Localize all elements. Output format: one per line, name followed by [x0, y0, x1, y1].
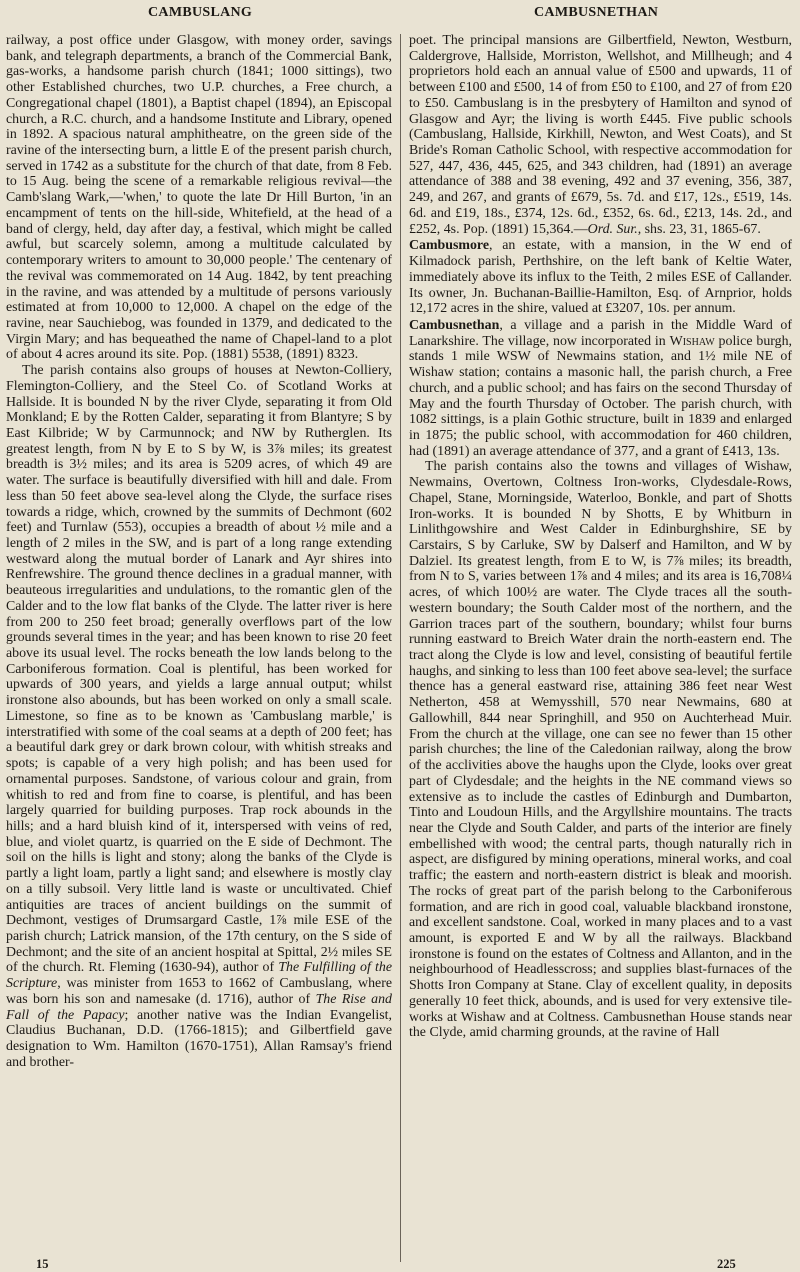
wishaw-smallcaps: Wishaw: [669, 333, 715, 349]
right-p1-text-1: poet. The principal mansions are Gilbertfield, Newton, Westburn, Caldergrove, Hallside, Morriston, Wellshot, and Millheugh; and 4 proprietors hold each an annual value of £500 and upwards, 11 of between £100 and £500, 14 of from £50 to £100, and 27 of from £20 to £50. Cambuslang is in the presbytery of Hamilton and synod of Glasgow and Ayr; the living is worth £445. Five public schools (Cambuslang, Hallside, Kirkhill, Newton, and West Coats), and St Bride's Roman Catholic School, with respective accommodation for 527, 447, 436, 445, 625, and 343 children, had (1891) an average attendance of 388 and 38 evening, 492 and 37 evening, 356, 387, 249, and 267, and grants of £679, 5s. 7d. and £17, 12s., £519, 14s. 6d. and £19, 18s., £374, 12s. 6d., £352, 6s. 6d., £213, 14s. 2d., and £252, 4s. Pop. (1891) 15,364.—: [409, 33, 792, 237]
cambusnethan-text-1: , a village and a parish in the Middle Ward of Lanarkshire. The village, now incorporated in: [409, 317, 792, 349]
right-paragraph-1: [409, 33, 792, 237]
footer-right-number: 225: [717, 1257, 736, 1271]
book-title-papacy: The Rise and Fall of the Papacy: [6, 991, 392, 1023]
cambusmore-text: , an estate, with a mansion, in the W end of Kilmadock parish, Perthshire, on the left bank of Keltie Water, immediately above its influx to the Teith, 2 miles ESE of Callander. Its owner, Jn. Buchanan-Baillie-Hamilton, Esq. of Arnprior, holds 12,172 acres in the shire, valued at £3207, 10s. per annum.: [409, 238, 792, 317]
left-p2-text-2: , was minister from 1653 to 1662 of Cambuslang, where was born his son and namesake (d. 1716), author of: [6, 976, 392, 1007]
right-column: [409, 33, 792, 1041]
left-paragraph-2: [6, 363, 392, 1070]
left-p2-text-1: The parish contains also groups of houses at Newton-Colliery, Flemington-Colliery, and the Steel Co. of Scotland Works at Hallside. It is bounded N by the river Clyde, separating it from Old Monkland; E by the Rotten Calder, separating it from Blantyre; S by East Kilbride; W by Carmunnock; and NW by Rutherglen. Its greatest length, from N by E to S by W, is 3⅞ miles; its greatest breadth is 3½ miles; and its area is 5209 acres, of which 49 are water. The surface is beautifully diversified with hill and dale. From less than 50 feet above sea-level along the Clyde, the surface rises towards a ridge, which, crowned by the summits of Dechmont (602 feet) and Turnlaw (553), occupies a breadth of about ½ mile and a length of 2 miles in the SW, and is part of a long range extending westward along the mutual border of Lanark and Ayr shires into Renfrewshire. The ground thence declines in a gradual manner, with beauteous irregularities and undulations, to the romantic glen of the Calder and to the low flat banks of the Clyde. The latter river is here from 200 to 250 feet broad; generally overflows part of the low grounds several times in the year; and has been known to rise 20 feet above its usual level. The rocks beneath the low lands belong to the Carboniferous formation. Coal is plentiful, has been worked for upwards of 300 years, and yields a large annual output; whilst ironstone also abounds, but has been worked on only a small scale. Limestone, so fine as to be known as 'Cambuslang marble,' is interstratified with some of the coal seams at a depth of 200 feet; has a beautiful dark grey or dark brown colour, with whitish streaks and spots; is capable of a very high polish; and has been used for ornamental purposes. Sandstone, of various colour and grain, from whitish to red and from fine to coarse, is plentiful, and has been largely quarried for building purposes. Trap rock abounds in the hills; and a hard bluish kind of it, interspersed with veins of red, blue, and violet quartz, is quarried on the E side of Dechmont. The soil on the hills is light and stony; along the banks of the Clyde is partly a light loam, partly a light sand; and elsewhere is mostly clay on a tilly subsoil. Very little land is waste or uncultivated. Chief antiquities are traces of ancient buildings on the summit of Dechmont, vestiges of Drumsargard Castle, 1⅞ mile ESE of the parish church; Latrick mansion, of the 17th century, on the S side of Dechmont; and the site of an ancient hospital at Spittal, 2½ miles SE of the church. Rt. Fleming (1630-94), author of: [6, 363, 392, 976]
page-footer: [0, 1257, 800, 1272]
left-column: [6, 33, 392, 1070]
column-divider: [400, 34, 401, 1262]
cambusnethan-text-2: police burgh, stands 1 mile WSW of Newmains station, and 1½ mile NE of Wishaw station; contains a masonic hall, the parish church, a Free church, and a public school; and has fairs on the second Thursday of May and the fourth Thursday of October. The parish church, with 1082 sittings, is a plain Gothic structure, built in 1839 and enlarged in 1875; the public school, with accommodation for 460 children, had (1891) an average attendance of 377, and a grant of £413, 13s.: [409, 333, 793, 459]
right-paragraph-parish: The parish contains also the towns and villages of Wishaw, Newmains, Overtown, Coltness Iron-works, Clydesdale-Rows, Chapel, Stane, Morningside, Waterloo, Bonkle, and part of Shotts Iron-works. It is bounded N by Shotts, E by Whitburn in Linlithgowshire and West Calder in Edinburghshire, SE by Carstairs, S by Carluke, SW by Dalserf and Hamilton, and W by Dalziel. Its greatest length, from E to W, is 7⅞ miles; its breadth, from N to S, varies between 1⅞ and 4 miles; and its area is 16,708¼ acres, of which 100½ are water. The Clyde traces all the south-western boundary; the South Calder most of the northern, and the Garrion traces part of the southern, boundary; whilst four burns running eastward to Breich Water drain the north-eastern end. The tract along the Clyde is low and level, consisting of beautiful fertile haughs, and sinking to less than 100 feet above sea-level; the surface thence has a general eastward rise, attaining 386 feet near West Netherton, 458 at Wemysshill, 570 near Newmains, 680 at Gallowhill, 844 near Springhill, and 950 on Auchterhead Muir. From the church at the village, one can see no fewer than 15 other parish churches; the line of the Caledonian railway, along the brow of the acclivities above the haughs upon the Clyde, looks over great part of Clydesdale; and the heights in the NE command views so extensive as to include the castles of Edinburgh and Dumbarton, Tinto and Loudoun Hills, and the Argyllshire mountains. The tracts near the Clyde and South Calder, and parts of the interior are finely embellished with wood; the central parts, though naturally rich in aspect, are disfigured by mining operations, mineral works, and coal traffic; the eastern and north-eastern district is bleak and moorish. The rocks of great part of the parish belong to the Carboniferous formation, and are rich in good coal, valuable blackband ironstone, and excellent sandstone. Coal, worked in many places and to a vast amount, is exported E and W by all the railways. Blackband ironstone is found on the estates of Coltness and Allanton, and in the neighbourhood of Headlesscross; and supplies blast-furnaces of the Shotts Iron Company at Stane. Clay of excellent quality, in deposits generally 10 feet thick, abounds, and is used for very extensive tile-works at Wishaw and at Coltness. Cambusnethan House stands near the Clyde, amid charming grounds, at the ravine of Hall: [409, 459, 792, 1041]
ord-sur-abbrev: Ord. Sur.: [587, 221, 638, 237]
header-left-title: CAMBUSLANG: [148, 5, 253, 20]
footer-left-number: 15: [36, 1257, 49, 1271]
book-title-fulfilling: The Fulfilling of the Scripture: [6, 960, 392, 992]
running-header: [0, 5, 800, 23]
header-right-title: CAMBUSNETHAN: [534, 5, 659, 20]
headword-cambusmore: Cambusmore: [409, 238, 489, 254]
headword-cambusnethan: Cambusnethan: [409, 317, 500, 333]
left-p2-text-3: ; another native was the Indian Evangelist, Claudius Buchanan, D.D. (1766-1815); and Gilbertfield gave designation to Wm. Hamilton (1670-1751), Allan Ramsay's friend and brother-: [6, 1007, 392, 1070]
entry-cambusmore: [409, 238, 792, 317]
left-paragraph-1: railway, a post office under Glasgow, with money order, savings bank, and telegraph departments, a branch of the Commercial Bank, gas-works, a handsome parish church (1841; 1000 sittings), two other Established churches, two U.P. churches, a Free church, a Congregational chapel (1801), a Baptist chapel (1894), an Episcopal church, a R.C. church, and a handsome Institute and Library, opened in 1892. A spacious natural amphitheatre, on the green side of the ravine of the intersecting burn, a little E of the present parish church, served in 1742 as a substitute for the church of that date, from 8 Feb. to 15 Aug. being the scene of a remarkable religious revival—the Camb'slang Wark,—'when,' to quote the late Dr Hill Burton, 'in an encampment of tents on the hill-side, Whitefield, at the head of a band of clergy, held, day after day, a festival, which might be called awful, but scarcely solemn, among a multitude calculated by contemporary writers to amount to 30,000 people.' The centenary of the revival was commemorated on 14 Aug. 1842, by tent preaching in the ravine, and was attended by a multitude of persons variously estimated at from 10,000 to 12,000. A chapel on the edge of the ravine, near Sauchiebog, was founded in 1379, and dedicated to the Virgin Mary; and has bequeathed the name of Chapel-land to a plot of about 4 acres around its site. Pop. (1881) 5538, (1891) 8323.: [6, 33, 392, 363]
right-p1-text-2: , shs. 23, 31, 1865-67.: [637, 221, 761, 237]
entry-cambusnethan: [409, 318, 792, 459]
